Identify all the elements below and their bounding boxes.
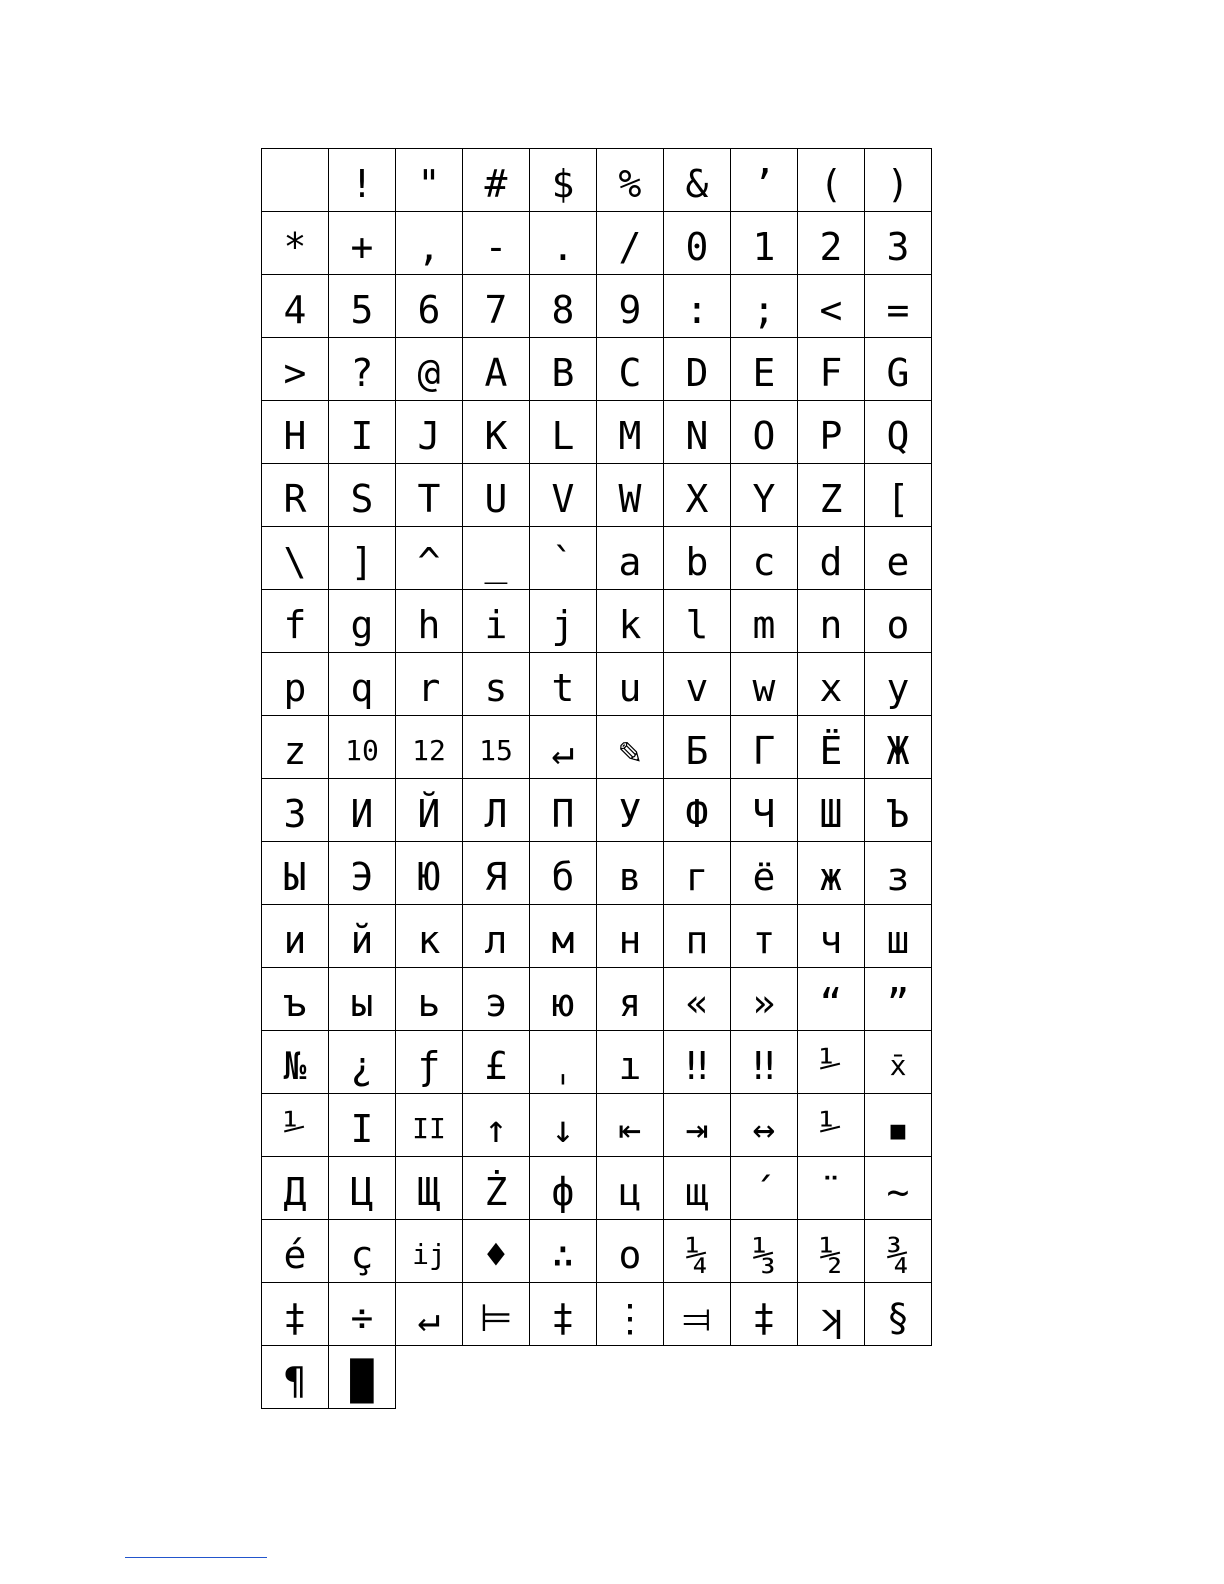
charset-glyph-cell: \: [262, 527, 329, 590]
charset-glyph-cell: ‼: [731, 1031, 798, 1094]
charset-glyph-cell: y: [865, 653, 932, 716]
charset-glyph-cell: п: [664, 905, 731, 968]
charset-glyph-cell: J: [396, 401, 463, 464]
charset-glyph-cell: m: [731, 590, 798, 653]
charset-glyph-cell: Ж: [865, 716, 932, 779]
charset-row: [262, 1094, 932, 1157]
charset-glyph-cell: .: [530, 212, 597, 275]
charset-glyph-cell: R: [262, 464, 329, 527]
charset-glyph-cell: E: [731, 338, 798, 401]
charset-glyph-cell: №: [262, 1031, 329, 1094]
charset-glyph-cell: ⅓: [731, 1220, 798, 1283]
charset-glyph-cell: >: [262, 338, 329, 401]
charset-glyph-cell: ч: [798, 905, 865, 968]
charset-glyph-cell: щ: [664, 1157, 731, 1220]
charset-glyph-cell: ): [865, 149, 932, 212]
charset-glyph-cell: ½: [798, 1220, 865, 1283]
charset-glyph-cell: Щ: [396, 1157, 463, 1220]
charset-glyph-cell: ƒ: [396, 1031, 463, 1094]
charset-glyph-cell: 10: [329, 716, 396, 779]
charset-glyph-cell: 5: [329, 275, 396, 338]
charset-row: [262, 527, 932, 590]
charset-glyph-cell: ↓: [530, 1094, 597, 1157]
charset-glyph-cell: C: [597, 338, 664, 401]
charset-glyph-cell: ¨: [798, 1157, 865, 1220]
charset-glyph-cell: ф: [530, 1157, 597, 1220]
charset-glyph-cell: Я: [463, 842, 530, 905]
charset-row: [262, 779, 932, 842]
charset-glyph-cell: ?: [329, 338, 396, 401]
charset-glyph-cell: [262, 149, 329, 212]
charset-glyph-cell: f: [262, 590, 329, 653]
charset-glyph-cell: c: [731, 527, 798, 590]
charset-glyph-cell: i: [463, 590, 530, 653]
charset-glyph-cell: ¼: [664, 1220, 731, 1283]
charset-glyph-cell: /: [597, 212, 664, 275]
charset-glyph-cell: k: [597, 590, 664, 653]
charset-glyph-cell: (: [798, 149, 865, 212]
charset-glyph-cell: r: [396, 653, 463, 716]
charset-glyph-cell: #: [463, 149, 530, 212]
charset-glyph-cell: ⊨: [463, 1283, 530, 1346]
charset-glyph-cell: Ё: [798, 716, 865, 779]
charset-glyph-cell: 3: [865, 212, 932, 275]
charset-glyph-cell: Ш: [798, 779, 865, 842]
charset-glyph-cell: У: [597, 779, 664, 842]
charset-glyph-cell: и: [262, 905, 329, 968]
charset-glyph-cell: ’: [731, 149, 798, 212]
charset-glyph-cell: Z: [798, 464, 865, 527]
charset-row: [262, 1283, 932, 1346]
charset-glyph-cell: $: [530, 149, 597, 212]
charset-glyph-cell: 12: [396, 716, 463, 779]
charset-glyph-cell: ъ: [262, 968, 329, 1031]
charset-glyph-cell: 8: [530, 275, 597, 338]
charset-glyph-cell: F: [798, 338, 865, 401]
charset-glyph-cell: ˌ: [530, 1031, 597, 1094]
charset-glyph-cell: @: [396, 338, 463, 401]
charset-glyph-cell: ♦: [463, 1220, 530, 1283]
charset-row: [262, 1220, 932, 1283]
character-set-table: [261, 148, 932, 1409]
charset-row: [262, 842, 932, 905]
charset-glyph-cell: W: [597, 464, 664, 527]
charset-glyph-cell: ⇤: [597, 1094, 664, 1157]
charset-glyph-cell: ‼: [664, 1031, 731, 1094]
charset-glyph-cell: ▪: [865, 1094, 932, 1157]
charset-glyph-cell: P: [798, 401, 865, 464]
charset-glyph-cell: o: [597, 1220, 664, 1283]
character-set-body: [262, 149, 932, 1409]
charset-glyph-cell: ↵: [396, 1283, 463, 1346]
charset-glyph-cell: Ч: [731, 779, 798, 842]
charset-glyph-cell: D: [664, 338, 731, 401]
charset-glyph-cell: ы: [329, 968, 396, 1031]
charset-glyph-cell: I: [329, 1094, 396, 1157]
charset-glyph-cell: B: [530, 338, 597, 401]
charset-glyph-cell: `: [530, 527, 597, 590]
charset-glyph-cell: 7: [463, 275, 530, 338]
charset-glyph-cell: ,: [396, 212, 463, 275]
charset-glyph-cell: ё: [731, 842, 798, 905]
charset-glyph-cell: ⅟: [262, 1094, 329, 1157]
charset-glyph-cell: Y: [731, 464, 798, 527]
charset-glyph-cell: 15: [463, 716, 530, 779]
charset-glyph-cell: г: [664, 842, 731, 905]
charset-glyph-cell: ı: [597, 1031, 664, 1094]
charset-glyph-cell: H: [262, 401, 329, 464]
charset-glyph-cell: ^: [396, 527, 463, 590]
charset-row: [262, 1031, 932, 1094]
charset-glyph-cell: ✎: [597, 716, 664, 779]
charset-glyph-cell: O: [731, 401, 798, 464]
charset-glyph-cell: b: [664, 527, 731, 590]
charset-glyph-cell: к: [396, 905, 463, 968]
charset-glyph-cell: u: [597, 653, 664, 716]
charset-glyph-cell: 6: [396, 275, 463, 338]
charset-glyph-cell: й: [329, 905, 396, 968]
charset-glyph-cell: «: [664, 968, 731, 1031]
charset-glyph-cell: -: [463, 212, 530, 275]
charset-glyph-cell: ж: [798, 842, 865, 905]
charset-glyph-cell: ь: [396, 968, 463, 1031]
charset-glyph-cell: Ф: [664, 779, 731, 842]
charset-empty-cell: [865, 1346, 932, 1409]
charset-glyph-cell: ¾: [865, 1220, 932, 1283]
charset-glyph-cell: [: [865, 464, 932, 527]
charset-glyph-cell: в: [597, 842, 664, 905]
charset-glyph-cell: j: [530, 590, 597, 653]
charset-row: [262, 401, 932, 464]
charset-glyph-cell: x: [798, 653, 865, 716]
charset-row: [262, 464, 932, 527]
charset-glyph-cell: e: [865, 527, 932, 590]
charset-glyph-cell: ц: [597, 1157, 664, 1220]
charset-glyph-cell: ⅟: [798, 1094, 865, 1157]
charset-glyph-cell: т: [731, 905, 798, 968]
charset-glyph-cell: ç: [329, 1220, 396, 1283]
charset-glyph-cell: p: [262, 653, 329, 716]
charset-glyph-cell: q: [329, 653, 396, 716]
charset-glyph-cell: ʞ: [798, 1283, 865, 1346]
charset-glyph-cell: з: [865, 842, 932, 905]
charset-empty-cell: [463, 1346, 530, 1409]
charset-glyph-cell: ¿: [329, 1031, 396, 1094]
charset-glyph-cell: я: [597, 968, 664, 1031]
charset-glyph-cell: ⋮: [597, 1283, 664, 1346]
charset-glyph-cell: a: [597, 527, 664, 590]
charset-glyph-cell: Ю: [396, 842, 463, 905]
charset-glyph-cell: II: [396, 1094, 463, 1157]
charset-row: [262, 212, 932, 275]
charset-glyph-cell: S: [329, 464, 396, 527]
charset-glyph-cell: ¶: [262, 1346, 329, 1409]
charset-glyph-cell: t: [530, 653, 597, 716]
charset-glyph-cell: л: [463, 905, 530, 968]
charset-glyph-cell: §: [865, 1283, 932, 1346]
charset-glyph-cell: ]: [329, 527, 396, 590]
charset-glyph-cell: h: [396, 590, 463, 653]
charset-glyph-cell: L: [530, 401, 597, 464]
charset-glyph-cell: 0: [664, 212, 731, 275]
charset-glyph-cell: I: [329, 401, 396, 464]
charset-glyph-cell: +: [329, 212, 396, 275]
charset-glyph-cell: Г: [731, 716, 798, 779]
charset-glyph-cell: ": [396, 149, 463, 212]
charset-glyph-cell: Й: [396, 779, 463, 842]
charset-glyph-cell: 9: [597, 275, 664, 338]
charset-glyph-cell: !: [329, 149, 396, 212]
charset-glyph-cell: K: [463, 401, 530, 464]
charset-glyph-cell: =: [865, 275, 932, 338]
charset-glyph-cell: n: [798, 590, 865, 653]
charset-glyph-cell: é: [262, 1220, 329, 1283]
charset-row: [262, 275, 932, 338]
charset-glyph-cell: 2: [798, 212, 865, 275]
charset-empty-cell: [664, 1346, 731, 1409]
charset-glyph-cell: T: [396, 464, 463, 527]
charset-glyph-cell: ∴: [530, 1220, 597, 1283]
charset-row: [262, 1346, 932, 1409]
charset-empty-cell: [597, 1346, 664, 1409]
charset-row: [262, 968, 932, 1031]
charset-glyph-cell: э: [463, 968, 530, 1031]
charset-glyph-cell: ш: [865, 905, 932, 968]
charset-glyph-cell: Л: [463, 779, 530, 842]
charset-glyph-cell: ‡: [262, 1283, 329, 1346]
charset-row: [262, 149, 932, 212]
charset-glyph-cell: Ъ: [865, 779, 932, 842]
charset-glyph-cell: _: [463, 527, 530, 590]
charset-glyph-cell: l: [664, 590, 731, 653]
charset-glyph-cell: :: [664, 275, 731, 338]
charset-glyph-cell: g: [329, 590, 396, 653]
charset-glyph-cell: Б: [664, 716, 731, 779]
charset-glyph-cell: Ц: [329, 1157, 396, 1220]
charset-glyph-cell: x̄: [865, 1031, 932, 1094]
charset-glyph-cell: ⇥: [664, 1094, 731, 1157]
charset-glyph-cell: ↔: [731, 1094, 798, 1157]
charset-glyph-cell: G: [865, 338, 932, 401]
charset-row: [262, 905, 932, 968]
charset-glyph-cell: ÷: [329, 1283, 396, 1346]
charset-glyph-cell: н: [597, 905, 664, 968]
charset-glyph-cell: м: [530, 905, 597, 968]
charset-empty-cell: [396, 1346, 463, 1409]
charset-glyph-cell: &: [664, 149, 731, 212]
charset-glyph-cell: X: [664, 464, 731, 527]
charset-glyph-cell: Э: [329, 842, 396, 905]
charset-glyph-cell: З: [262, 779, 329, 842]
charset-glyph-cell: Ż: [463, 1157, 530, 1220]
charset-empty-cell: [798, 1346, 865, 1409]
charset-row: [262, 1157, 932, 1220]
charset-glyph-cell: ю: [530, 968, 597, 1031]
charset-glyph-cell: “: [798, 968, 865, 1031]
charset-row: [262, 338, 932, 401]
charset-glyph-cell: z: [262, 716, 329, 779]
charset-glyph-cell: V: [530, 464, 597, 527]
charset-glyph-cell: *: [262, 212, 329, 275]
charset-glyph-cell: Ы: [262, 842, 329, 905]
charset-glyph-cell: П: [530, 779, 597, 842]
charset-glyph-cell: ´: [731, 1157, 798, 1220]
charset-row: [262, 716, 932, 779]
charset-glyph-cell: 4: [262, 275, 329, 338]
charset-glyph-cell: ”: [865, 968, 932, 1031]
charset-glyph-cell: И: [329, 779, 396, 842]
charset-glyph-cell: б: [530, 842, 597, 905]
charset-glyph-cell: d: [798, 527, 865, 590]
charset-glyph-cell: █: [329, 1346, 396, 1409]
charset-glyph-cell: ‡: [530, 1283, 597, 1346]
charset-glyph-cell: ;: [731, 275, 798, 338]
charset-glyph-cell: v: [664, 653, 731, 716]
charset-row: [262, 590, 932, 653]
charset-glyph-cell: ↑: [463, 1094, 530, 1157]
charset-glyph-cell: ij: [396, 1220, 463, 1283]
charset-glyph-cell: w: [731, 653, 798, 716]
charset-glyph-cell: ⅟: [798, 1031, 865, 1094]
charset-glyph-cell: ↵: [530, 716, 597, 779]
charset-glyph-cell: s: [463, 653, 530, 716]
charset-empty-cell: [731, 1346, 798, 1409]
charset-glyph-cell: £: [463, 1031, 530, 1094]
charset-glyph-cell: ~: [865, 1157, 932, 1220]
charset-glyph-cell: ‡: [731, 1283, 798, 1346]
charset-glyph-cell: U: [463, 464, 530, 527]
charset-glyph-cell: A: [463, 338, 530, 401]
charset-glyph-cell: o: [865, 590, 932, 653]
charset-glyph-cell: Д: [262, 1157, 329, 1220]
charset-glyph-cell: %: [597, 149, 664, 212]
charset-row: [262, 653, 932, 716]
charset-glyph-cell: 1: [731, 212, 798, 275]
charset-empty-cell: [530, 1346, 597, 1409]
charset-glyph-cell: <: [798, 275, 865, 338]
charset-glyph-cell: ⫤: [664, 1283, 731, 1346]
charset-glyph-cell: M: [597, 401, 664, 464]
footnote-separator: [125, 1557, 267, 1558]
charset-glyph-cell: N: [664, 401, 731, 464]
charset-glyph-cell: Q: [865, 401, 932, 464]
charset-glyph-cell: »: [731, 968, 798, 1031]
